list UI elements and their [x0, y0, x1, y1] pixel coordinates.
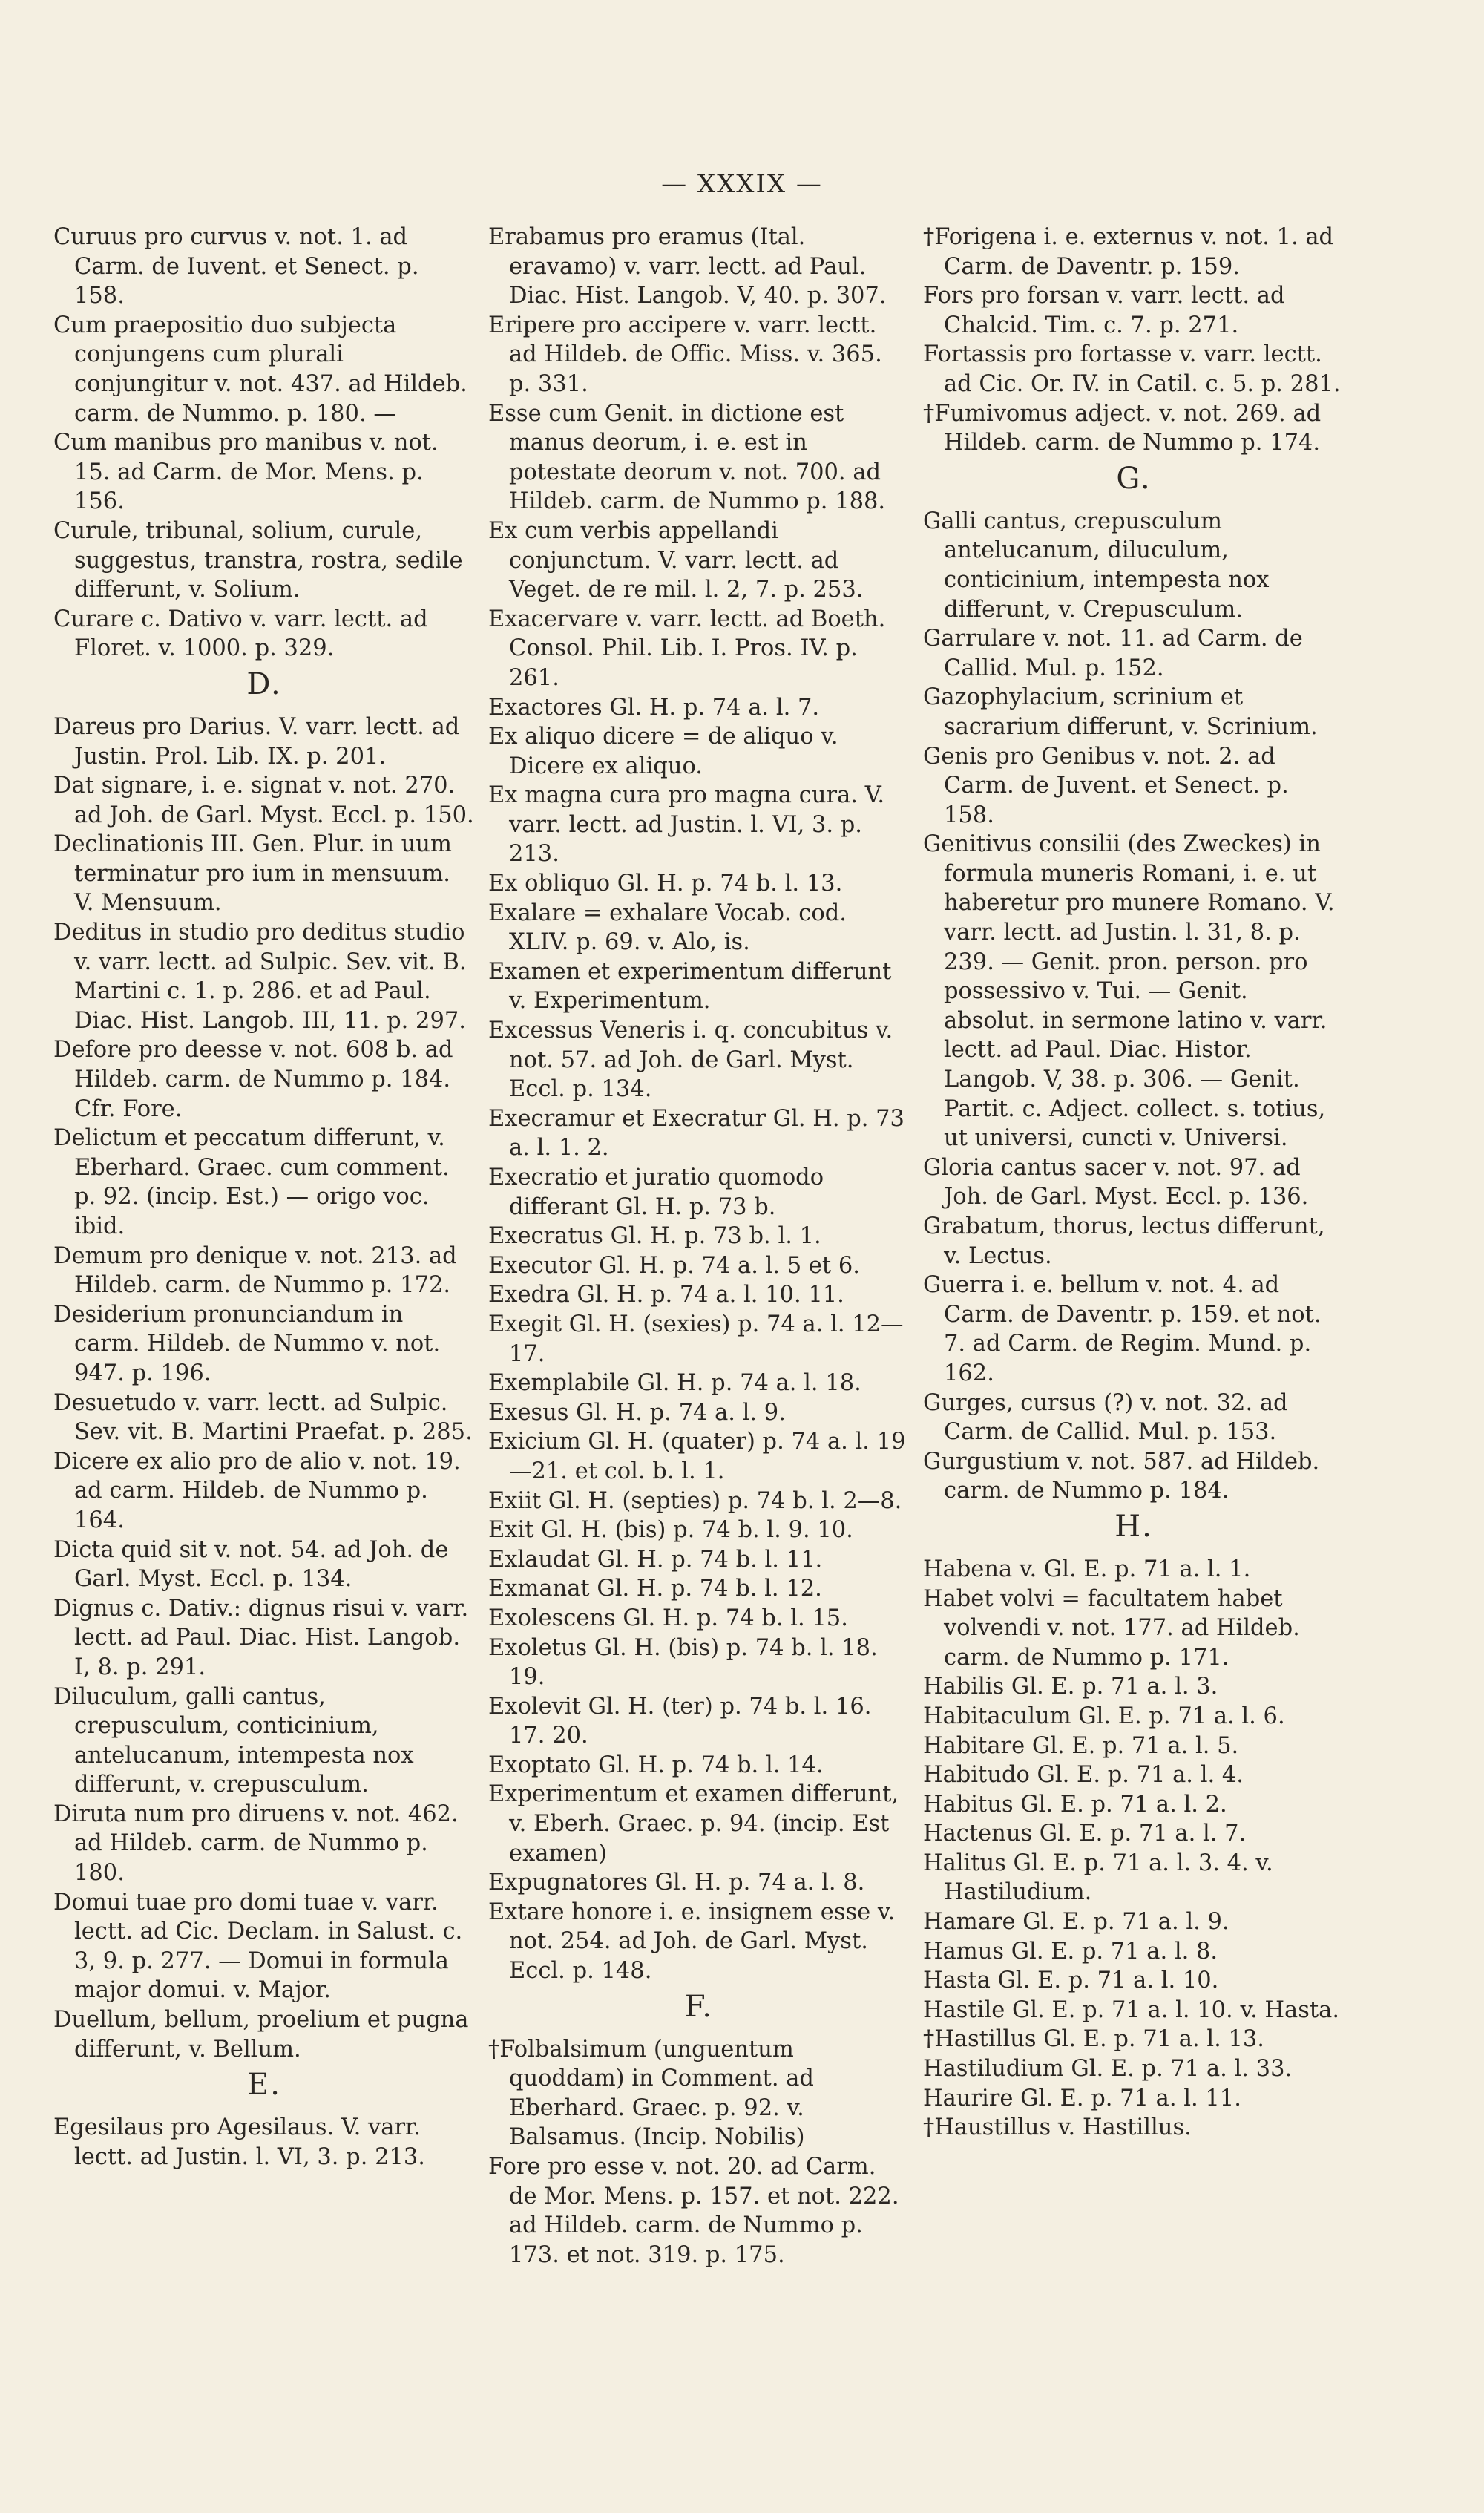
index-entry: Exegit Gl. H. (sexies) p. 74 a. l. 12—17.: [488, 1311, 904, 1367]
index-entry: Exedra Gl. H. p. 74 a. l. 10. 11.: [488, 1282, 844, 1308]
index-entry: Execratus Gl. H. p. 73 b. l. 1.: [488, 1223, 821, 1250]
index-entry: Egesilaus pro Agesilaus. V. varr. lectt. ad Justin. l. VI, 3. p. 213.: [53, 2114, 425, 2170]
index-entry: Exmanat Gl. H. p. 74 b. l. 12.: [488, 1576, 822, 1602]
index-entry: Exit Gl. H. (bis) p. 74 b. l. 9. 10.: [488, 1517, 853, 1544]
index-entry: Galli cantus, crepusculum antelucanum, diluculum, conticinium, intempesta nox differunt, v. Crepusculum.: [923, 508, 1270, 623]
index-entry: Garrulare v. not. 11. ad Carm. de Callid. Mul. p. 152.: [923, 626, 1303, 681]
index-entry: †Fumivomus adject. v. not. 269. ad Hildeb. carm. de Nummo p. 174.: [923, 400, 1322, 456]
index-entry: Gurges, cursus (?) v. not. 32. ad Carm. de Callid. Mul. p. 153.: [923, 1389, 1288, 1446]
index-entry: Hamare Gl. E. p. 71 a. l. 9.: [923, 1909, 1229, 1936]
index-entry: Fors pro forsan v. varr. lectt. ad Chalcid. Tim. c. 7. p. 271.: [923, 283, 1285, 338]
index-entry: Habilis Gl. E. p. 71 a. l. 3.: [923, 1674, 1218, 1700]
index-entry: Hastile Gl. E. p. 71 a. l. 10. v. Hasta.: [923, 1996, 1340, 2023]
index-entry: Excessus Veneris i. q. concubitus v. not. 57. ad Joh. de Garl. Myst. Eccl. p. 134.: [488, 1018, 893, 1103]
index-entry: Hactenus Gl. E. p. 71 a. l. 7.: [923, 1821, 1247, 1847]
index-entry: Declinationis III. Gen. Plur. in uum terminatur pro ium in mensuum. V. Mensuum.: [53, 831, 452, 917]
index-entry: †Folbalsimum (unguentum quoddam) in Comment. ad Eberhard. Graec. p. 92. v. Balsamus. (Incip. Nobilis): [488, 2036, 814, 2151]
index-entry: Grabatum, thorus, lectus differunt, v. Lectus.: [923, 1213, 1325, 1269]
index-entry: †Hastillus Gl. E. p. 71 a. l. 13.: [923, 2026, 1265, 2053]
index-entry: Dicta quid sit v. not. 54. ad Joh. de Garl. Myst. Eccl. p. 134.: [53, 1536, 449, 1593]
index-entry: Fortassis pro fortasse v. varr. lectt. ad Cic. Or. IV. in Catil. c. 5. p. 281.: [923, 341, 1341, 397]
index-entry: Deditus in studio pro deditus studio v. varr. lectt. ad Sulpic. Sev. vit. B. Martini c. 1. p. 286. et ad Paul. Diac. Hist. Langob. III, 11. p. 297.: [53, 920, 467, 1034]
index-entry: Execramur et Execratur Gl. H. p. 73 a. l. 1. 2.: [488, 1105, 904, 1162]
index-entry: †Haustillus v. Hastillus.: [923, 2114, 1192, 2141]
index-entry: Defore pro deesse v. not. 608 b. ad Hildeb. carm. de Nummo p. 184. Cfr. Fore.: [53, 1037, 453, 1122]
section-letter-heading: E.: [247, 2068, 281, 2103]
index-entry: Habitaculum Gl. E. p. 71 a. l. 6.: [923, 1703, 1285, 1729]
index-entry: Desuetudo v. varr. lectt. ad Sulpic. Sev. vit. B. Martini Praefat. p. 285.: [53, 1389, 473, 1446]
index-entry: Dat signare, i. e. signat v. not. 270. ad Joh. de Garl. Myst. Eccl. p. 150.: [53, 773, 474, 828]
index-entry: Domui tuae pro domi tuae v. varr. lectt. ad Cic. Declam. in Salust. c. 3, 9. p. 277. — Domui in formula major domui. v. Major.: [53, 1889, 463, 2004]
index-entry: Genis pro Genibus v. not. 2. ad Carm. de Juvent. et Senect. p. 158.: [923, 743, 1289, 828]
index-entry: Exoptato Gl. H. p. 74 b. l. 14.: [488, 1752, 824, 1778]
index-column-left: [53, 223, 475, 2172]
index-entry: Exactores Gl. H. p. 74 a. l. 7.: [488, 694, 820, 721]
index-entry: Dareus pro Darius. V. varr. lectt. ad Justin. Prol. Lib. IX. p. 201.: [53, 713, 460, 770]
section-letter-heading: F.: [684, 1989, 714, 2024]
index-entry: Exoletus Gl. H. (bis) p. 74 b. l. 18. 19.: [488, 1634, 878, 1691]
index-entry: Fore pro esse v. not. 20. ad Carm. de Mor. Mens. p. 157. et not. 222. ad Hildeb. carm. de Nummo p. 173. et not. 319. p. 175.: [488, 2154, 899, 2268]
index-entry: Expugnatores Gl. H. p. 74 a. l. 8.: [488, 1870, 865, 1896]
index-entry: Gloria cantus sacer v. not. 97. ad Joh. de Garl. Myst. Eccl. p. 136.: [923, 1154, 1309, 1210]
index-entry: Habitudo Gl. E. p. 71 a. l. 4.: [923, 1762, 1244, 1789]
index-entry: Exacervare v. varr. lectt. ad Boeth. Consol. Phil. Lib. I. Pros. IV. p. 261.: [488, 606, 886, 691]
index-entry: Exolescens Gl. H. p. 74 b. l. 15.: [488, 1605, 848, 1631]
index-entry: Ex aliquo dicere = de aliquo v. Dicere ex aliquo.: [488, 724, 838, 779]
section-letter-heading: D.: [246, 666, 282, 701]
index-entry: Ex magna cura pro magna cura. V. varr. lectt. ad Justin. l. VI, 3. p. 213.: [488, 782, 885, 868]
index-entry: Esse cum Genit. in dictione est manus deorum, i. e. est in potestate deorum v. not. 700. ad Hildeb. carm. de Nummo p. 188.: [488, 400, 886, 515]
index-entry: Habitare Gl. E. p. 71 a. l. 5.: [923, 1732, 1239, 1759]
index-entry: Diluculum, galli cantus, crepusculum, conticinium, antelucanum, intempesta nox differunt, v. crepusculum.: [53, 1683, 414, 1798]
index-entry: Desiderium pronunciandum in carm. Hildeb. de Nummo v. not. 947. p. 196.: [53, 1301, 441, 1386]
index-entry: Delictum et peccatum differunt, v. Eberhard. Graec. cum comment. p. 92. (incip. Est.) — origo voc. ibid.: [53, 1125, 450, 1239]
index-entry: Extare honore i. e. insignem esse v. not. 254. ad Joh. de Garl. Myst. Eccl. p. 148.: [488, 1898, 896, 1985]
index-entry: Dicere ex alio pro de alio v. not. 19. ad carm. Hildeb. de Nummo p. 164.: [53, 1448, 461, 1533]
index-entry: Habet volvi = facultatem habet volvendi v. not. 177. ad Hildeb. carm. de Nummo p. 171.: [923, 1585, 1300, 1671]
index-entry: Exesus Gl. H. p. 74 a. l. 9.: [488, 1399, 786, 1426]
index-entry: Exolevit Gl. H. (ter) p. 74 b. l. 16. 17. 20.: [488, 1693, 872, 1749]
index-entry: Cum praepositio duo subjecta conjungens cum plurali conjungitur v. not. 437. ad Hildeb. carm. de Nummo. p. 180. —: [53, 312, 467, 427]
index-entry: Gazophylacium, scrinium et sacrarium differunt, v. Scrinium.: [923, 684, 1318, 740]
section-letter-heading: H.: [1114, 1509, 1153, 1544]
index-entry: Examen et experimentum differunt v. Experimentum.: [488, 958, 892, 1015]
index-entry: Haurire Gl. E. p. 71 a. l. 11.: [923, 2085, 1241, 2111]
index-entry: Habena v. Gl. E. p. 71 a. l. 1.: [923, 1556, 1251, 1582]
index-entry: Dignus c. Dativ.: dignus risui v. varr. lectt. ad Paul. Diac. Hist. Langob. I, 8. p. 291.: [53, 1595, 469, 1680]
index-entry: Experimentum et examen differunt, v. Eberh. Graec. p. 94. (incip. Est examen): [488, 1781, 899, 1867]
index-entry: Gurgustium v. not. 587. ad Hildeb. carm. de Nummo p. 184.: [923, 1448, 1320, 1504]
index-entry: Executor Gl. H. p. 74 a. l. 5 et 6.: [488, 1252, 860, 1279]
index-entry: Exemplabile Gl. H. p. 74 a. l. 18.: [488, 1370, 861, 1397]
section-letter-heading: G.: [1116, 461, 1152, 496]
index-column-middle: [488, 223, 910, 2270]
index-entry: Halitus Gl. E. p. 71 a. l. 3. 4. v. Hastiludium.: [923, 1849, 1273, 1906]
index-entry: Duellum, bellum, proelium et pugna differunt, v. Bellum.: [53, 2007, 469, 2063]
index-entry: †Forigena i. e. externus v. not. 1. ad Carm. de Daventr. p. 159.: [923, 224, 1334, 280]
index-entry: Cum manibus pro manibus v. not. 15. ad Carm. de Mor. Mens. p. 156.: [53, 430, 439, 515]
index-entry: Exlaudat Gl. H. p. 74 b. l. 11.: [488, 1546, 823, 1573]
page-numeral: — XXXIX —: [661, 169, 823, 199]
index-entry: Hasta Gl. E. p. 71 a. l. 10.: [923, 1968, 1219, 1994]
index-entry: Exalare = exhalare Vocab. cod. XLIV. p. 69. v. Alo, is.: [488, 900, 847, 956]
index-entry: Exicium Gl. H. (quater) p. 74 a. l. 19—21. et col. b. l. 1.: [488, 1429, 906, 1484]
index-entry: Curule, tribunal, solium, curule, suggestus, transtra, rostra, sedile differunt, v. Solium.: [53, 517, 463, 603]
index-column-right: [923, 223, 1345, 2143]
index-entry: Guerra i. e. bellum v. not. 4. ad Carm. de Daventr. p. 159. et not. 7. ad Carm. de Regim. Mund. p. 162.: [923, 1272, 1322, 1386]
index-entry: Diruta num pro diruens v. not. 462. ad Hildeb. carm. de Nummo p. 180.: [53, 1801, 459, 1887]
index-entry: Curuus pro curvus v. not. 1. ad Carm. de Iuvent. et Senect. p. 158.: [53, 224, 419, 309]
index-entry: Hamus Gl. E. p. 71 a. l. 8.: [923, 1938, 1218, 1965]
index-entry: Ex cum verbis appellandi conjunctum. V. varr. lectt. ad Veget. de re mil. l. 2, 7. p. 253.: [488, 517, 864, 603]
index-entry: Execratio et juratio quomodo differant Gl. H. p. 73 b.: [488, 1164, 824, 1220]
index-entry: Genitivus consilii (des Zweckes) in formula muneris Romani, i. e. ut haberetur pro munere Romano. V. varr. lectt. ad Justin. l. 31, 8. p. 239. — Genit. pron. person. pro possessivo v. Tui. — Genit. absolut. in sermone latino v. varr. lectt. ad Paul. Diac. Histor. Langob. V, 38. p. 306. — Genit. Partit. c. Adject. collect. s. totius, ut universi, cuncti v. Universi.: [923, 831, 1335, 1152]
index-entry: Demum pro denique v. not. 213. ad Hildeb. carm. de Nummo p. 172.: [53, 1242, 457, 1299]
index-entry: Exiit Gl. H. (septies) p. 74 b. l. 2—8.: [488, 1487, 902, 1514]
index-entry: Eripere pro accipere v. varr. lectt. ad Hildeb. de Offic. Miss. v. 365. p. 331.: [488, 312, 882, 397]
index-entry: Erabamus pro eramus (Ital. eravamo) v. varr. lectt. ad Paul. Diac. Hist. Langob. V, 40. p. 307.: [488, 224, 887, 309]
index-entry: Ex obliquo Gl. H. p. 74 b. l. 13.: [488, 871, 843, 897]
index-entry: Curare c. Dativo v. varr. lectt. ad Floret. v. 1000. p. 329.: [53, 606, 428, 662]
index-entry: Hastiludium Gl. E. p. 71 a. l. 33.: [923, 2056, 1293, 2083]
index-entry: Habitus Gl. E. p. 71 a. l. 2.: [923, 1791, 1227, 1818]
